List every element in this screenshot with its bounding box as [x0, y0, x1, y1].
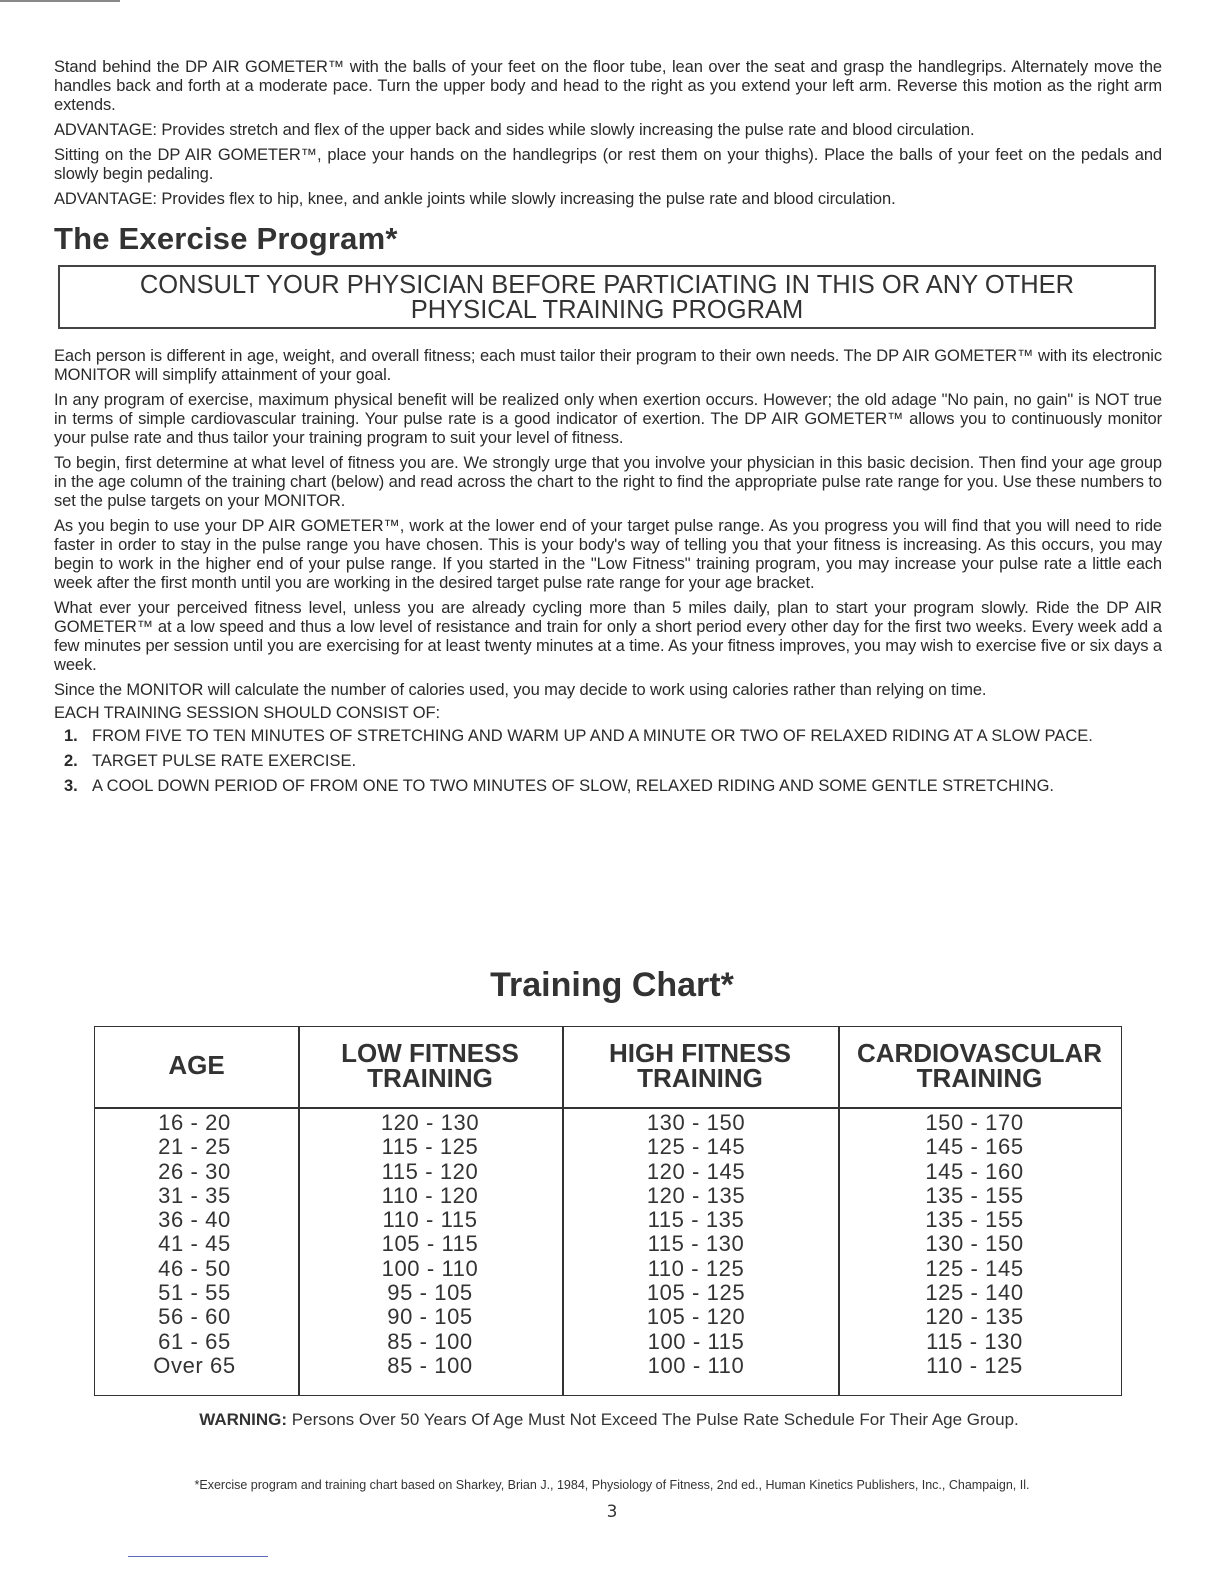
pulse-range-cell: 95 - 105	[387, 1280, 473, 1306]
session-step	[54, 777, 1162, 796]
age-range-cell: 46 - 50	[158, 1255, 231, 1281]
pulse-range-cell: 110 - 120	[381, 1182, 479, 1208]
column-cells	[91, 1111, 298, 1378]
warning-note	[94, 1410, 1124, 1430]
page-body	[54, 58, 1162, 802]
pulse-range-cell: 115 - 130	[647, 1231, 745, 1257]
corner-rule	[0, 0, 120, 2]
session-step	[54, 727, 1162, 746]
column-cells	[554, 1111, 838, 1378]
pulse-range-cell: 145 - 160	[925, 1158, 1024, 1184]
pulse-range-cell: 115 - 120	[381, 1158, 479, 1184]
pulse-range-cell: 85 - 100	[387, 1328, 473, 1354]
pulse-range-cell: 135 - 155	[925, 1207, 1024, 1233]
pulse-range-cell: 105 - 125	[646, 1280, 746, 1306]
bottom-rule	[128, 1556, 268, 1557]
intro-paragraph: ADVANTAGE: Provides flex to hip, knee, and ankle joints while slowly increasing the pulse rate and blood circulation.	[54, 190, 896, 208]
program-paragraph: In any program of exercise, maximum physical benefit will be realized only when exertion occurs. However; the old adage "No pain, no gain" is NOT true in terms of simple cardiovascular training. Your pulse rate is a good indicator of exertion. The DP AIR GOMETER™ allows you to continuously monitor your pulse rate and thus tailor your training program to suit your level of fitness.	[54, 391, 1162, 447]
column-cells	[298, 1111, 562, 1378]
column-header-line: HIGH FITNESS	[608, 1038, 791, 1068]
pulse-range-cell: 115 - 130	[926, 1328, 1023, 1354]
intro-paragraph: Sitting on the DP AIR GOMETER™, place your hands on the handlegrips (or rest them on your thighs). Place the balls of your feet on the pedals and slowly begin pedaling.	[54, 146, 1162, 183]
column-header-line: CARDIOVASCULAR	[856, 1038, 1103, 1068]
pulse-range-cell: 125 - 145	[646, 1134, 746, 1160]
chart-title: Training Chart*	[490, 966, 734, 1004]
pulse-range-cell: 120 - 130	[380, 1110, 480, 1135]
step-text: A COOL DOWN PERIOD OF FROM ONE TO TWO MINUTES OF SLOW, RELAXED RIDING AND SOME GENTLE STRETCHING.	[92, 777, 1054, 795]
pulse-range-cell: 130 - 150	[646, 1110, 746, 1135]
age-range-cell: 31 - 35	[158, 1182, 231, 1208]
pulse-range-cell: 120 - 145	[646, 1158, 746, 1184]
intro-paragraph: Stand behind the DP AIR GOMETER™ with the balls of your feet on the floor tube, lean over the seat and grasp the handlegrips. Alternately move the handles back and forth at a moderate pace. Turn the upper body and head to the right as you extend your left arm. Reverse this motion as the right arm extends.	[54, 58, 1162, 114]
column-header-line: TRAINING	[637, 1063, 763, 1093]
program-paragraph: Each person is different in age, weight, and overall fitness; each must tailor their program to their own needs. The DP AIR GOMETER™ with its electronic MONITOR will simplify attainment of your goal.	[54, 347, 1162, 384]
pulse-range-cell: 100 - 115	[647, 1328, 745, 1354]
age-range-cell: 61 - 65	[158, 1328, 231, 1354]
program-paragraph: To begin, first determine at what level of fitness you are. We strongly urge that you involve your physician in this basic decision. Then find your age group in the age column of the training chart (below) and read across the chart to the right to find the appropriate pulse rate range for you. Use these numbers to set the pulse targets on your MONITOR.	[54, 454, 1162, 510]
page-number: 3	[606, 1502, 618, 1522]
consult-notice-line: CONSULT YOUR PHYSICIAN BEFORE PARTICIATING IN THIS OR ANY OTHER	[139, 271, 1075, 299]
age-range-cell: 16 - 20	[158, 1110, 231, 1135]
pulse-range-cell: 150 - 170	[925, 1110, 1024, 1135]
age-range-cell: 51 - 55	[158, 1280, 231, 1306]
pulse-range-cell: 135 - 155	[925, 1182, 1024, 1208]
pulse-range-cell: 115 - 135	[647, 1207, 745, 1233]
training-chart-table	[94, 1026, 1122, 1396]
session-steps	[54, 727, 1162, 796]
age-range-cell: 26 - 30	[158, 1158, 231, 1184]
column-cells	[828, 1111, 1121, 1378]
pulse-range-cell: 130 - 150	[925, 1231, 1024, 1257]
program-paragraph: Since the MONITOR will calculate the number of calories used, you may decide to work using calories rather than relying on time.	[54, 681, 987, 699]
session-step	[54, 752, 1162, 771]
warning-text: Persons Over 50 Years Of Age Must Not Exceed The Pulse Rate Schedule For Their Age Group.	[291, 1410, 1019, 1429]
column-header	[95, 1050, 298, 1080]
step-number: 1.	[64, 727, 78, 745]
pulse-range-cell: 90 - 105	[387, 1304, 473, 1330]
age-range-cell: 56 - 60	[158, 1304, 231, 1330]
age-range-cell: 36 - 40	[158, 1207, 231, 1233]
pulse-range-cell: 125 - 140	[925, 1280, 1024, 1306]
table-column	[838, 1027, 1121, 1395]
column-header-line: AGE	[168, 1050, 225, 1080]
pulse-range-cell: 100 - 110	[647, 1352, 745, 1378]
table-column	[298, 1027, 562, 1395]
pulse-range-cell: 125 - 145	[925, 1255, 1024, 1281]
column-header-line: TRAINING	[916, 1063, 1043, 1093]
pulse-range-cell: 145 - 165	[925, 1134, 1024, 1160]
column-header-line: TRAINING	[367, 1063, 493, 1093]
pulse-range-cell: 110 - 115	[382, 1207, 478, 1233]
step-number: 3.	[64, 777, 78, 795]
footnote: *Exercise program and training chart based on Sharkey, Brian J., 1984, Physiology of Fitness, 2nd ed., Human Kinetics Publishers, Inc., Champaign, Il.	[194, 1478, 1030, 1492]
pulse-range-cell: 115 - 125	[381, 1134, 479, 1160]
consult-notice	[58, 265, 1156, 329]
pulse-range-cell: 105 - 120	[646, 1304, 746, 1330]
column-header	[838, 1038, 1121, 1093]
pulse-range-cell: 105 - 115	[381, 1231, 479, 1257]
column-header	[298, 1038, 562, 1093]
pulse-range-cell: 110 - 125	[647, 1255, 745, 1281]
pulse-range-cell: 120 - 135	[646, 1182, 746, 1208]
step-text: FROM FIVE TO TEN MINUTES OF STRETCHING AND WARM UP AND A MINUTE OR TWO OF RELAXED RIDING AT A SLOW PACE.	[92, 727, 1093, 745]
age-range-cell: Over 65	[153, 1352, 236, 1378]
pulse-range-cell: 120 - 135	[925, 1304, 1024, 1330]
table-column	[95, 1027, 298, 1395]
program-paragraph: What ever your perceived fitness level, unless you are already cycling more than 5 miles daily, plan to start your program slowly. Ride the DP AIR GOMETER™ at a low speed and thus a low level of resistance and train for only a short period every other day for the first two weeks. Every week add a few minutes per session until you are exercising for at least twenty minutes at a time. As your fitness improves, you may wish to exercise five or six days a week.	[54, 599, 1162, 674]
session-heading: EACH TRAINING SESSION SHOULD CONSIST OF:	[54, 704, 440, 722]
step-text: TARGET PULSE RATE EXERCISE.	[92, 752, 357, 770]
program-title: The Exercise Program*	[54, 221, 398, 256]
intro-paragraph: ADVANTAGE: Provides stretch and flex of the upper back and sides while slowly increasing the pulse rate and blood circulation.	[54, 121, 975, 139]
column-header	[562, 1038, 838, 1093]
age-range-cell: 41 - 45	[158, 1231, 231, 1257]
pulse-range-cell: 110 - 125	[926, 1352, 1023, 1378]
consult-notice-line: PHYSICAL TRAINING PROGRAM	[410, 296, 804, 324]
warning-label: WARNING:	[199, 1410, 288, 1429]
table-column	[562, 1027, 838, 1395]
pulse-range-cell: 100 - 110	[381, 1255, 479, 1281]
column-header-line: LOW FITNESS	[341, 1038, 519, 1068]
age-range-cell: 21 - 25	[158, 1134, 231, 1160]
program-paragraph: As you begin to use your DP AIR GOMETER™, work at the lower end of your target pulse range. As you progress you will find that you will need to ride faster in order to stay in the pulse range you have chosen. This is your body's way of telling you that your fitness is increasing. As this occurs, you may begin to work in the higher end of your pulse range. If you started in the "Low Fitness" training program, you may increase your pulse rate a little each week after the first month until you are working in the desired target pulse rate range for your age bracket.	[54, 517, 1162, 592]
step-number: 2.	[64, 752, 78, 770]
pulse-range-cell: 85 - 100	[387, 1352, 473, 1378]
